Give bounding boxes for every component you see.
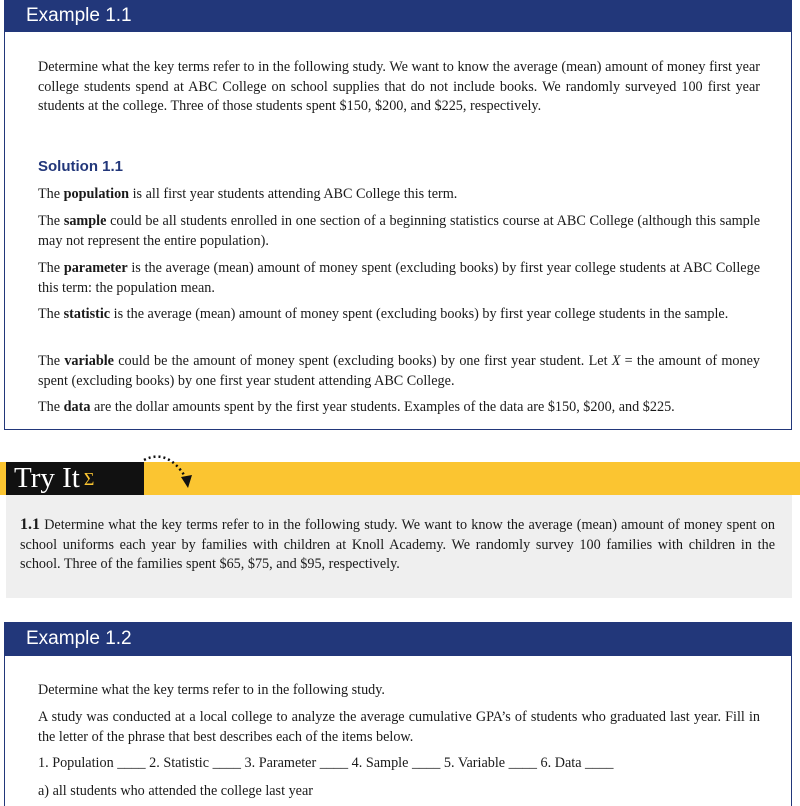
try-it-text: 1.1 Determine what the key terms refer to in the following study. We want to know the average (mean) amount of money spent on school uniforms each year by families with children at Knoll Academy. We randomly survey 100 families with children in the school. Three of the families spent $65, $75, and $95, respectively. <box>20 516 775 572</box>
example-1-2-items: 1. Population ____ 2. Statistic ____ 3. Parameter ____ 4. Sample ____ 5. Variable ____ 6. Data ____ <box>38 755 614 771</box>
solution-1-1-title: Solution 1.1 <box>38 158 124 175</box>
example-1-1-problem: Determine what the key terms refer to in the following study. We want to know the average (mean) amount of money first year college students spend at ABC College on school supplies that do not include books. We randomly surveyed 100 first year students at the college. Three of those students spent $150, $200, and $225, respectively. <box>38 59 760 114</box>
solution-sample: The sample could be all students enrolled in one section of a beginning statistics course at ABC College (although this sample may not represent the entire population). <box>38 213 760 249</box>
solution-statistic: The statistic is the average (mean) amount of money spent (excluding books) by first year college students in the sample. <box>38 306 729 322</box>
solution-variable: The variable could be the amount of money spent (excluding books) by one first year student. Let X = the amount of money spent (excluding books) by one first year student attending ABC College. <box>38 353 760 389</box>
solution-parameter: The parameter is the average (mean) amount of money spent (excluding books) by first year college students at ABC College this term: the population mean. <box>38 260 760 296</box>
example-1-2-header: Example 1.2 <box>4 622 792 656</box>
example-1-2-body: A study was conducted at a local college to analyze the average cumulative GPA’s of students who graduated last year. Fill in the letter of the phrase that best describes each of the items below. <box>38 709 760 745</box>
example-1-2-intro: Determine what the key terms refer to in the following study. <box>38 682 385 698</box>
solution-data: The data are the dollar amounts spent by the first year students. Examples of the data are $150, $200, and $225. <box>38 399 675 415</box>
try-it-number: 1.1 <box>20 516 40 533</box>
example-1-2-option-a: a) all students who attended the college last year <box>38 783 313 799</box>
sigma-icon: Σ <box>83 469 95 489</box>
try-it-label: Try It Σ <box>6 462 144 495</box>
dotted-arrow-icon <box>138 450 198 492</box>
example-1-1-header: Example 1.1 <box>4 0 792 32</box>
solution-population: The population is all first year students attending ABC College this term. <box>38 186 458 202</box>
